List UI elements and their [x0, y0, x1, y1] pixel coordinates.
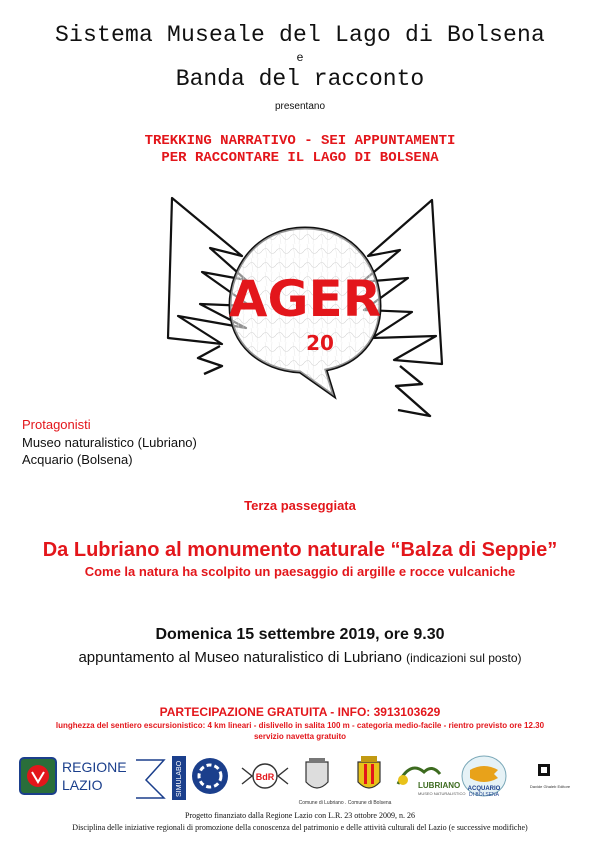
acquario-text: ACQUARIO	[467, 786, 501, 792]
meeting-point	[0, 649, 600, 666]
bdr-text: BdR	[255, 772, 275, 782]
comune-crests	[299, 756, 392, 806]
trail-details: lunghezza del sentiero escursionistico: 4 km lineari - dislivello in salita 100 m - categoria medio-facile - rientro previsto ore 12.30	[55, 721, 545, 730]
organizer-connector: e	[296, 51, 304, 65]
funding-note: Progetto finanziato dalla Regione Lazio con L.R. 23 ottobre 2009, n. 26	[185, 811, 415, 820]
presents-label: presentano	[274, 101, 326, 112]
comuni-caption: Comune di Lubriano . Comune di Bolsena	[298, 800, 392, 806]
editor-logo	[530, 764, 571, 789]
meeting-point-note: (indicazioni sul posto)	[406, 651, 522, 665]
simulabo-logo	[172, 756, 228, 800]
lubriano-sub-text: MUSEO NATURALISTICO	[418, 791, 466, 796]
bolsena-crest-icon	[358, 762, 380, 788]
acquario-logo	[462, 756, 506, 798]
logo-number: 20	[306, 331, 334, 355]
series-title-line2: PER RACCONTARE IL LAGO DI BOLSENA	[161, 150, 439, 166]
organizer-title: Sistema Museale del Lago di Bolsena	[54, 22, 546, 48]
protagonist-item: Museo naturalistico (Lubriano)	[22, 435, 197, 450]
lubriano-text: LUBRIANO	[418, 781, 461, 790]
shuttle-info: servizio navetta gratuito	[253, 732, 347, 741]
lazio-text: LAZIO	[62, 777, 103, 793]
co-organizer-title: Banda del racconto	[175, 66, 425, 92]
ager-logo	[150, 188, 460, 433]
meeting-point-text: appuntamento al Museo naturalistico di Lubriano	[78, 649, 402, 666]
protagonists-heading: Protagonisti	[22, 417, 91, 432]
bdr-logo	[242, 764, 288, 788]
event-subtitle: Come la natura ha scolpito un paesaggio di argille e rocce vulcaniche	[84, 564, 516, 579]
logo-word: AGER	[228, 270, 382, 328]
acquario-sub-text: DI BOLSENA	[468, 792, 500, 798]
regione-lazio-logo	[20, 758, 164, 798]
protagonist-item: Acquario (Bolsena)	[22, 452, 133, 467]
walk-number-label: Terza passeggiata	[244, 498, 356, 513]
sponsor-logos	[0, 750, 600, 810]
lubriano-museum-logo	[398, 768, 466, 796]
event-date: Domenica 15 settembre 2019, ore 9.30	[155, 626, 445, 643]
participation-info: PARTECIPAZIONE GRATUITA - INFO: 3913103629	[159, 705, 441, 719]
event-title: Da Lubriano al monumento naturale “Balza di Seppie”	[42, 539, 558, 561]
regione-text: REGIONE	[62, 759, 127, 775]
editor-text: Davide Ghaleb Editore	[529, 784, 571, 789]
simulabo-text: SIMULABO	[176, 760, 183, 797]
regulation-note: Disciplina delle iniziative regionali di promozione della conoscenza del patrimonio e delle attività culturali del Lazio (e successive modifiche)	[72, 823, 528, 832]
lubriano-crest-icon	[306, 762, 328, 788]
series-title-line1: TREKKING NARRATIVO - SEI APPUNTAMENTI	[144, 133, 456, 149]
